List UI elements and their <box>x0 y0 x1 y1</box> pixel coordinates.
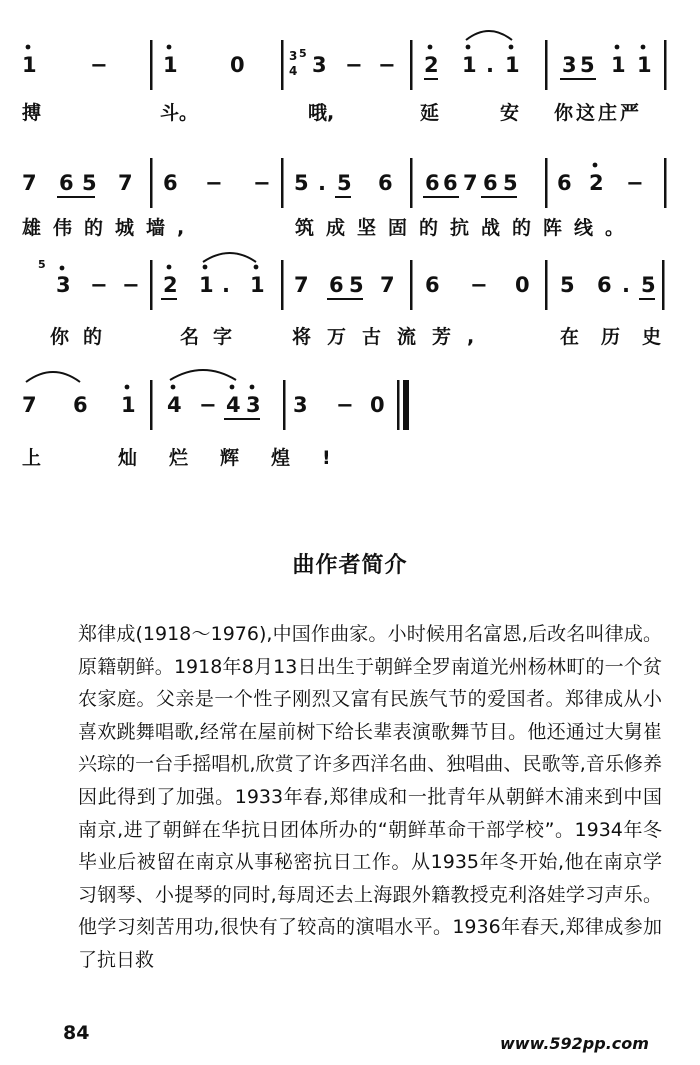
score-note: 1 <box>199 273 214 297</box>
score-note: 3 <box>56 273 71 297</box>
score-note: 6 <box>73 393 88 417</box>
score-note: − <box>626 171 644 195</box>
score-note: 6 <box>443 171 458 195</box>
grace-note: 5 <box>299 47 307 60</box>
score-note: 5 <box>294 171 309 195</box>
score-note: 0 <box>230 53 245 77</box>
lyric: 雄伟的城墙, <box>22 217 197 239</box>
score-note: 1 <box>250 273 265 297</box>
score-note: − <box>345 53 363 77</box>
score-note: 1 <box>22 53 37 77</box>
score-note: 7 <box>118 171 133 195</box>
score-note: 2 <box>589 171 604 195</box>
score-note: 5 <box>337 171 352 195</box>
lyric: 灿烂辉煌! <box>118 447 363 469</box>
score-note: 0 <box>515 273 530 297</box>
score-note: 6 <box>425 171 440 195</box>
score-note: 5 <box>641 273 656 297</box>
score-note: 7 <box>380 273 395 297</box>
score-note: − <box>122 273 140 297</box>
score-note: 6 <box>329 273 344 297</box>
score-note: 1 <box>121 393 136 417</box>
score-note: . <box>486 53 494 77</box>
lyric: 安 <box>500 102 520 124</box>
score-note: 0 <box>370 393 385 417</box>
score-note: 7 <box>22 393 37 417</box>
time-sig: 4 <box>289 64 298 78</box>
score-note: 4 <box>167 393 182 417</box>
lyric: 名字 <box>180 326 247 348</box>
score-note: 5 <box>503 171 518 195</box>
watermark: www.592pp.com <box>500 1034 649 1053</box>
score-note: 7 <box>22 171 37 195</box>
score-note: − <box>90 53 108 77</box>
score-note: . <box>318 171 326 195</box>
lyric: 将万古流芳, <box>292 326 491 348</box>
score-note: 1 <box>163 53 178 77</box>
score-note: − <box>90 273 108 297</box>
score-note: . <box>622 273 630 297</box>
page-number: 84 <box>63 1022 90 1044</box>
score-note: 1 <box>611 53 626 77</box>
lyric: 在历史 <box>560 326 684 348</box>
lyric: 延 <box>420 102 440 124</box>
score-note: 5 <box>580 53 595 77</box>
time-sig: 3 <box>289 49 298 63</box>
lyric: 筑成坚固的抗战的阵线。 <box>295 217 637 239</box>
lyric: 搏 <box>22 102 42 124</box>
score-note: − <box>205 171 223 195</box>
score-note: 1 <box>637 53 652 77</box>
score-note: 6 <box>163 171 178 195</box>
score-note: − <box>336 393 354 417</box>
lyric: 你这庄严 <box>554 102 643 124</box>
score-note: 1 <box>462 53 477 77</box>
lyric: 哦, <box>308 102 335 124</box>
score-note: 5 <box>82 171 97 195</box>
biography-text: 郑律成(1918～1976),中国作曲家。小时候用名富恩,后改名叫律成。原籍朝鲜。1918年8月13日出生于朝鲜全罗南道光州杨林町的一个贫农家庭。父亲是一个性子刚烈又富有民族气节的爱国者。郑律成从小喜欢跳舞唱歌,经常在屋前树下给长辈表演歌舞节目。他还通过大舅崔兴琮的一台手摇唱机,欣赏了许多西洋名曲、独唱曲、民歌等,音乐修养因此得到了加强。1933年春,郑律成和一批青年从朝鲜木浦来到中国南京,进了朝鲜在华抗日团体所办的“朝鲜革命干部学校”。1934年冬毕业后被留在南京从事秘密抗日工作。从1935年冬开始,他在南京学习钢琴、小提琴的同时,每周还去上海跟外籍教授克利洛娃学习声乐。他学习刻苦用功,很快有了较高的演唱水平。1936年春天,郑律成参加了抗日救 <box>78 623 662 971</box>
grace-note: 5 <box>38 258 46 271</box>
score-note: 1 <box>505 53 520 77</box>
lyric: 你的 <box>50 326 117 348</box>
score-note: 2 <box>163 273 178 297</box>
score-note: 2 <box>424 53 439 77</box>
score-note: 3 <box>293 393 308 417</box>
score-note: 6 <box>483 171 498 195</box>
score-note: . <box>222 273 230 297</box>
score-note: 6 <box>597 273 612 297</box>
score-note: 6 <box>59 171 74 195</box>
score-note: − <box>253 171 271 195</box>
score-note: 4 <box>226 393 241 417</box>
score-note: 3 <box>562 53 577 77</box>
score-note: − <box>199 393 217 417</box>
score-note: − <box>378 53 396 77</box>
score-note: 3 <box>312 53 327 77</box>
score-note: 3 <box>246 393 261 417</box>
score-note: 5 <box>349 273 364 297</box>
score-note: 6 <box>557 171 572 195</box>
score-note: 7 <box>294 273 309 297</box>
section-title: 曲作者简介 <box>292 553 408 578</box>
lyric: 上 <box>22 447 42 469</box>
score-note: 6 <box>425 273 440 297</box>
score-note: 5 <box>560 273 575 297</box>
score-note: − <box>470 273 488 297</box>
score-note: 6 <box>378 171 393 195</box>
score-note: 7 <box>463 171 478 195</box>
lyric: 斗。 <box>160 102 199 124</box>
